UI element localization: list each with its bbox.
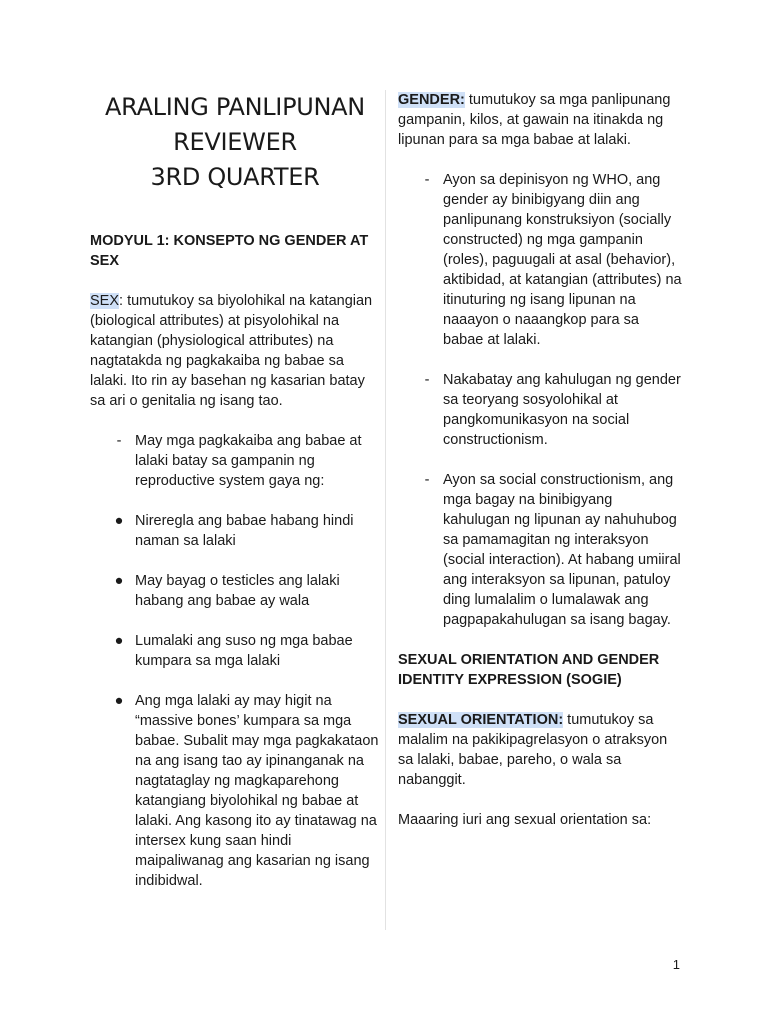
list-item xyxy=(90,691,380,891)
bullet-marker: ● xyxy=(114,693,124,709)
sex-dash-list xyxy=(90,431,380,491)
sex-term: SEX xyxy=(90,293,120,309)
list-item-text: Ang mga lalaki ay may higit na “massive bones’ kumpara sa mga babae. Subalit may mga pagkakataon na ang isang tao ay ipinanganak na nagtataglay ng magkaparehong katangiang biyolohikal ng babae at lalaki. Ang kasong ito ay tinatawag na intersex kung saan hindi maipaliwanag ang kasarian ng isang indibidwal. xyxy=(135,693,379,889)
title-line-1: ARALING PANLIPUNAN xyxy=(105,93,365,121)
column-divider xyxy=(385,90,386,930)
title-line-2: REVIEWER xyxy=(173,128,297,156)
list-item xyxy=(90,431,380,491)
gender-term: GENDER: xyxy=(398,92,465,108)
gender-definition xyxy=(398,90,683,150)
sexual-orientation-definition xyxy=(398,710,683,790)
list-item-text: Ayon sa social constructionism, ang mga bagay na binibigyang kahulugan ng lipunan ay nahuhubog sa pamamagitan ng interaksyon (social interaction). At habang umiiral ang interaksyon sa lipunan, patuloy ding lumalalim o lumalawak ang pagpapakahulugan sa isang bagay. xyxy=(443,472,681,628)
dash-marker: - xyxy=(424,472,430,488)
bullet-marker: ● xyxy=(114,573,124,589)
list-item-text: Nakabatay ang kahulugan ng gender sa teoryang sosyolohikal at pangkomunikasyon na social constructionism. xyxy=(443,372,681,448)
list-item xyxy=(90,571,380,611)
gender-dash-list xyxy=(398,170,683,630)
dash-marker: - xyxy=(424,372,430,388)
list-item xyxy=(398,370,683,450)
list-item xyxy=(398,170,683,350)
document-title xyxy=(90,90,380,195)
sogie-heading: SEXUAL ORIENTATION AND GENDER IDENTITY EXPRESSION (SOGIE) xyxy=(398,652,660,688)
sexual-orientation-term: SEXUAL ORIENTATION: xyxy=(398,712,564,728)
list-item xyxy=(90,511,380,551)
page-number: 1 xyxy=(672,957,680,972)
list-item-text: Nireregla ang babae habang hindi naman sa lalaki xyxy=(135,513,354,549)
list-item-text: Ayon sa depinisyon ng WHO, ang gender ay binibigyang diin ang panlipunang konstruksiyon (socially constructed) ng mga gampanin (roles), paguugali at asal (behavior), aktibidad, at katangian (attributes) na itinuturing ng isang lipunan na naaayon o naaangkop para sa babae at lalaki. xyxy=(443,172,682,348)
list-item xyxy=(398,470,683,630)
list-item-text: Lumalaki ang suso ng mga babae kumpara sa mga lalaki xyxy=(135,633,353,669)
title-line-3: 3RD QUARTER xyxy=(150,163,320,191)
list-item-text: May bayag o testicles ang lalaki habang ang babae ay wala xyxy=(135,573,340,609)
sexual-orientation-text: tumutukoy sa malalim na pakikipagrelasyon o atraksyon sa lalaki, babae, pareho, o wala sa nabanggit. xyxy=(398,712,668,788)
list-item xyxy=(90,631,380,671)
right-column xyxy=(398,90,683,850)
sex-bullet-list xyxy=(90,511,380,891)
gender-definition-text: tumutukoy sa mga panlipunang gampanin, kilos, at gawain na itinakda ng lipunan para sa mga babae at lalaki. xyxy=(398,92,671,148)
sex-definition xyxy=(90,291,380,411)
dash-marker: - xyxy=(116,433,122,449)
dash-marker: - xyxy=(424,172,430,188)
left-column xyxy=(90,90,380,911)
module-heading: MODYUL 1: KONSEPTO NG GENDER AT SEX xyxy=(90,233,369,269)
bullet-marker: ● xyxy=(114,513,124,529)
sex-definition-text: : tumutukoy sa biyolohikal na katangian (biological attributes) at pisyolohikal na katangian (physiological attributes) na nagtatakda ng pagkakaiba ng babae sa lalaki. Ito rin ay basehan ng kasarian batay sa ari o genitalia ng isang tao. xyxy=(90,293,373,409)
closing-line: Maaaring iuri ang sexual orientation sa: xyxy=(398,812,652,828)
list-item-text: May mga pagkakaiba ang babae at lalaki batay sa gampanin ng reproductive system gaya ng: xyxy=(135,433,362,489)
bullet-marker: ● xyxy=(114,633,124,649)
